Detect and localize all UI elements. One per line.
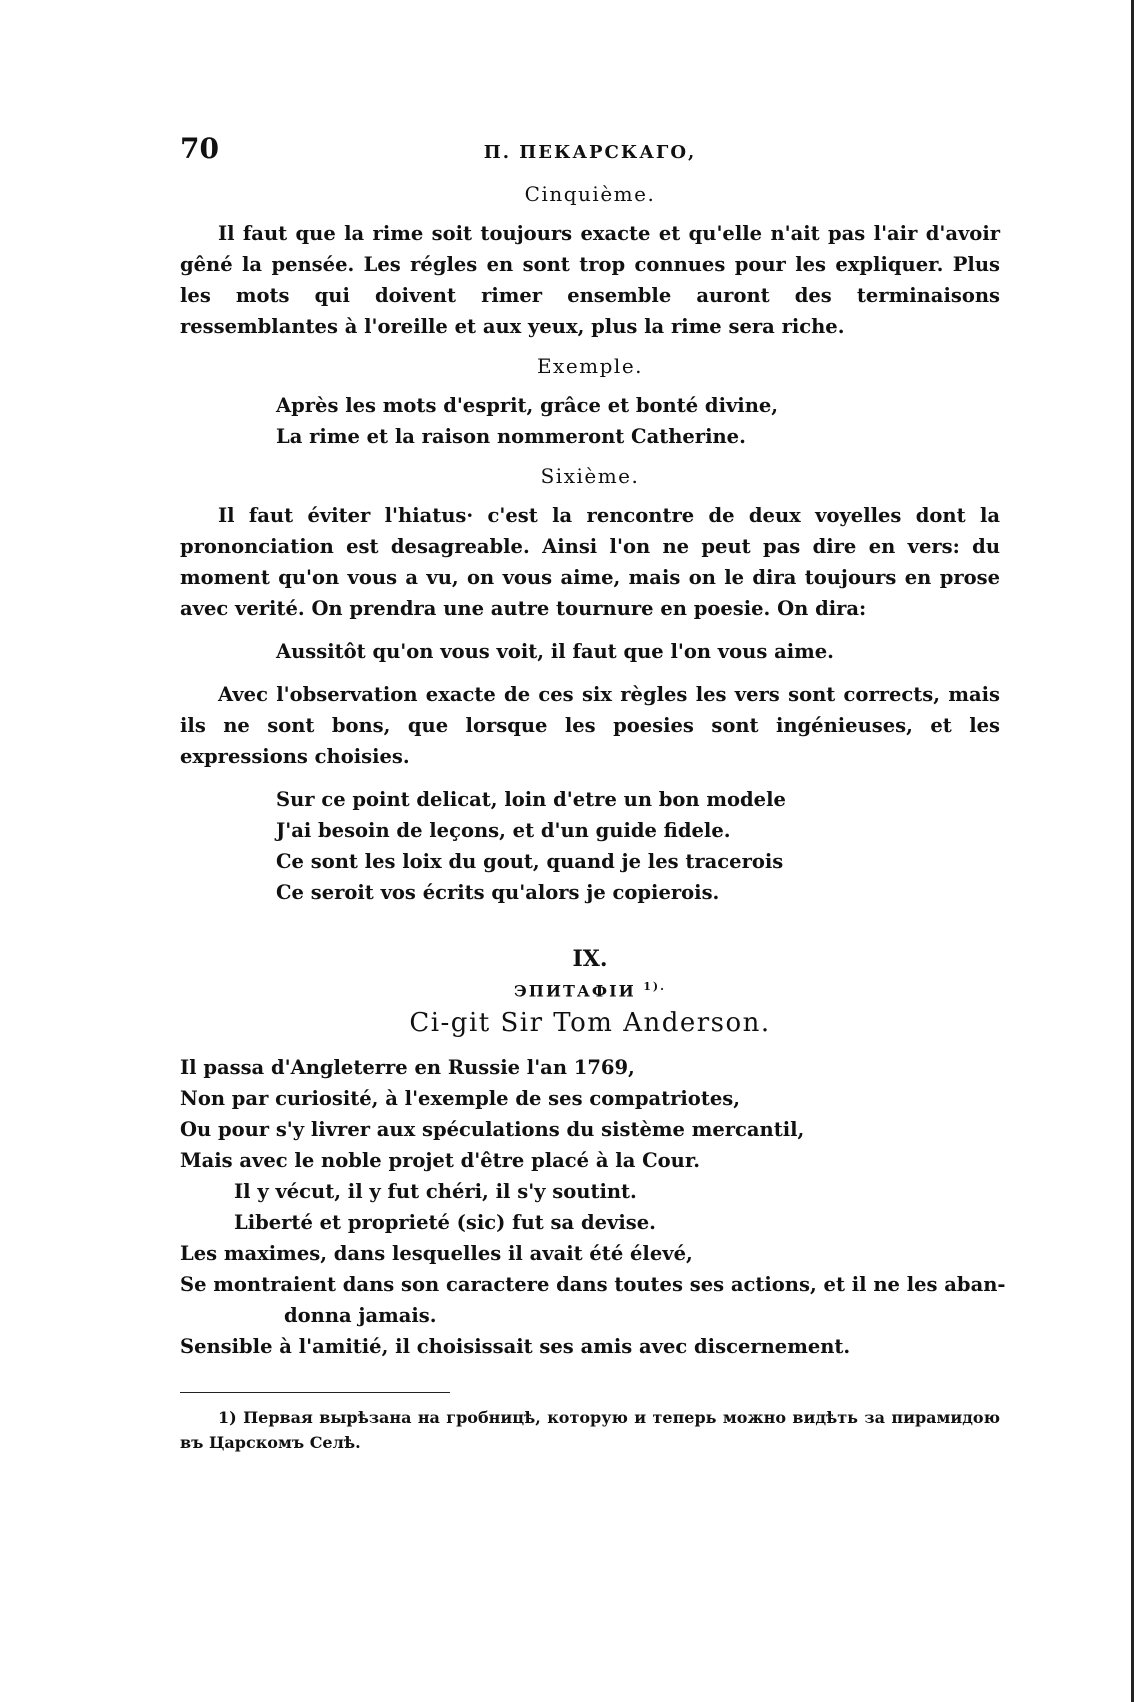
footnote-marker: 1). [643,980,666,993]
chapter-subtitle-text: ЭПИТАФІИ [514,981,636,1001]
verse-line: Ce sont les loix du gout, quand je les tracerois [276,850,784,873]
epitaph-line: Liberté et proprieté (sic) fut sa devise. [234,1211,656,1235]
document-page [180,132,1006,1455]
running-header [180,132,1000,172]
epitaph-line: Il passa d'Angleterre en Russie l'an 1769, [180,1056,635,1080]
chapter-subtitle [180,980,1000,1000]
example-line [276,636,1000,667]
page-edge [1131,0,1134,1702]
running-head: П. ПЕКАРСКАГО, [483,142,697,163]
epitaph-line: Se montraient dans son caractere dans toutes ses actions, et il ne les aban- [180,1273,1006,1297]
verse-line: Après les mots d'esprit, grâce et bonté divine, [276,394,779,417]
verse-line: Sur ce point delicat, loin d'etre un bon modele [276,788,786,811]
verse-line: La rime et la raison nommeront Catherine. [276,425,746,448]
paragraph-cinquieme: Il faut que la rime soit toujours exacte et qu'elle n'ait pas l'air d'avoir gêné la pensée. Les régles en sont trop connues pour les expliquer. Plus les mots qui doivent rimer ensemble auront des terminaisons ressemblantes à l'oreille et aux yeux, plus la rime sera riche. [180,222,1000,338]
epitaph-line: Ou pour s'y livrer aux spéculations du sistème mercantil, [180,1118,805,1142]
epitaph-line: Les maximes, dans lesquelles il avait été élevé, [180,1242,693,1266]
paragraph-sixieme: Il faut éviter l'hiatus· c'est la rencontre de deux voyelles dont la prononciation est desagreable. Ainsi l'on ne peut pas dire en vers: du moment qu'on vous a vu, on vous aime, mais on le dira toujours en prose avec verité. On prendra une autre tournure en poesie. On dira: [180,504,1000,620]
verse-line: J'ai besoin de leçons, et d'un guide fidele. [276,819,731,842]
epitaph-line: Non par curiosité, à l'exemple de ses compatriotes, [180,1087,740,1111]
epitaph-line: Il y vécut, il y fut chéri, il s'y soutint. [234,1180,637,1204]
epitaph-text [180,1052,1006,1362]
section-title-sixieme: Sixième. [540,464,640,488]
chapter-numeral: IX. [572,946,608,972]
paragraph-observation: Avec l'observation exacte de ces six règles les vers sont corrects, mais ils ne sont bons, que lorsque les poesies sont ingénieuses, et les expressions choisies. [180,683,1000,768]
epitaph-line: Mais avec le noble projet d'être placé à la Cour. [180,1149,701,1173]
verse-line: Aussitôt qu'on vous voit, il faut que l'on vous aime. [276,640,834,663]
example-title: Exemple. [536,354,644,378]
footnote: 1) Первая вырѣзана на гробницѣ, которую и теперь можно видѣть за пирамидою въ Царскомъ Селѣ. [180,1408,1000,1453]
epitaph-line: donna jamais. [284,1304,437,1328]
verse-line: Ce seroit vos écrits qu'alors je copierois. [276,881,720,904]
footnote-rule [180,1392,450,1393]
epitaph-line: Sensible à l'amitié, il choisissait ses amis avec discernement. [180,1335,851,1359]
example-verse [276,390,1000,452]
epitaph-title: Ci-git Sir Tom Anderson. [409,1008,771,1039]
page-number: 70 [180,132,219,165]
closing-verse [276,784,1000,908]
section-title-cinquieme: Cinquième. [524,182,656,206]
